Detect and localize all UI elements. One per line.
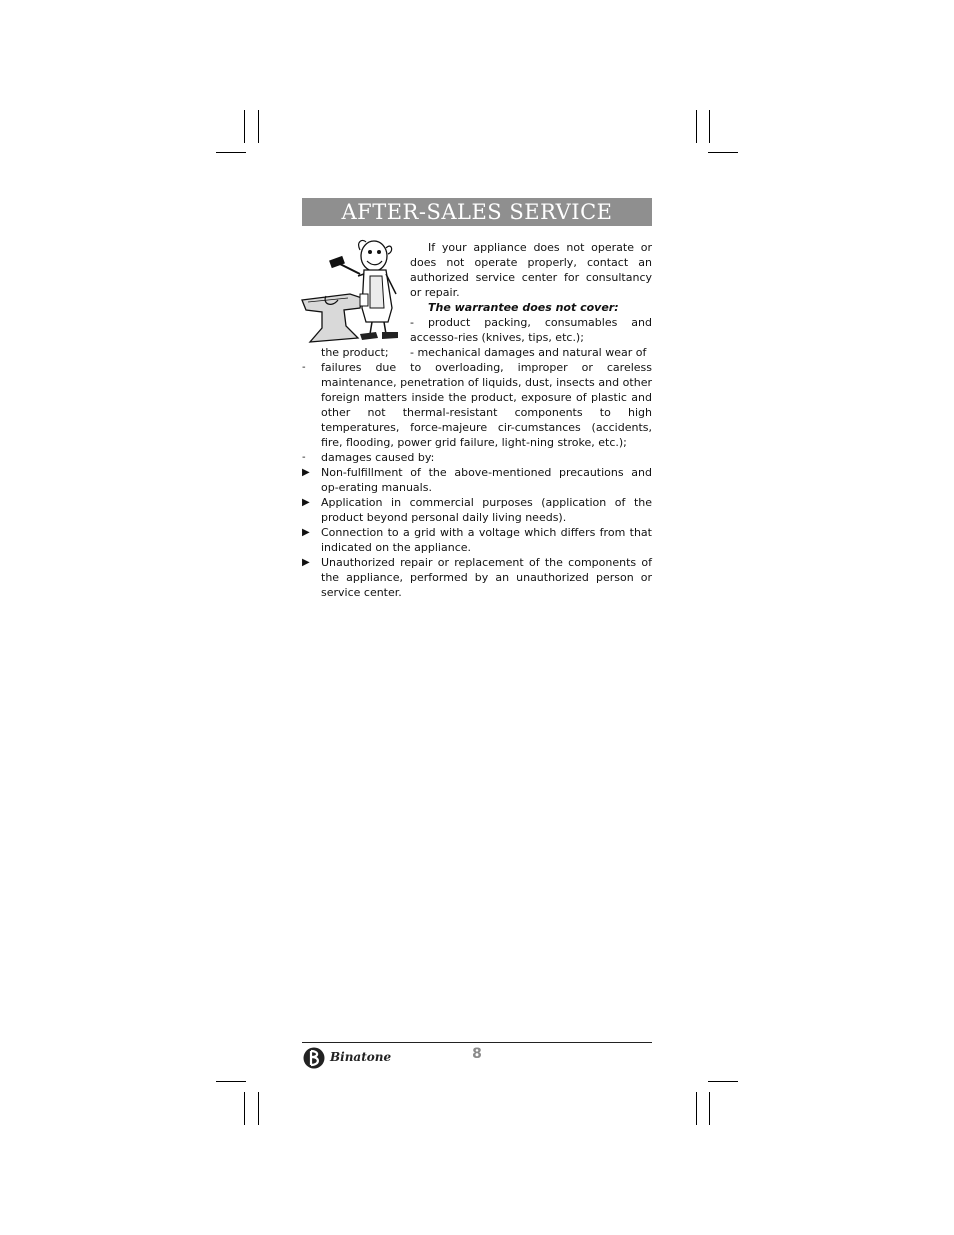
exclusion-item: - product packing, consumables and accesso-ries (knives, tips, etc.); (410, 316, 652, 344)
crop-mark (709, 110, 710, 143)
list-item: ▶ Unauthorized repair or replacement of the components of the appliance, performed by an unauthorized person or service center. (302, 556, 652, 599)
crop-mark (258, 110, 259, 143)
arrow-bullet-icon: ▶ (302, 557, 310, 568)
list-item: ▶ Non-fulfillment of the above-mentioned precautions and op-erating manuals. (302, 466, 652, 494)
exclusion-item: - mechanical damages and natural wear of (410, 346, 647, 359)
dash-marker: - (302, 452, 306, 463)
arrow-bullet-icon: ▶ (302, 497, 310, 508)
crop-mark (216, 1081, 246, 1082)
intro-paragraph: If your appliance does not operate or does not operate properly, contact an authorized service center for consultancy or repair. (410, 241, 652, 299)
crop-mark (216, 152, 246, 153)
crop-mark (709, 1092, 710, 1125)
arrow-bullet-icon: ▶ (302, 467, 310, 478)
crop-mark (708, 152, 738, 153)
list-item: - damages caused by: (302, 451, 435, 464)
dash-marker: - (302, 362, 306, 373)
repairman-illustration (300, 238, 410, 346)
brand-name: Binatone (330, 1050, 392, 1064)
page-title: AFTER-SALES SERVICE (302, 198, 652, 226)
crop-mark (708, 1081, 738, 1082)
exclusions-heading: The warrantee does not cover: (428, 301, 619, 314)
crop-mark (244, 1092, 245, 1125)
crop-mark (244, 110, 245, 143)
exclusion-item-continuation: the product; (321, 346, 389, 359)
list-item: - failures due to overloading, improper or careless maintenance, penetration of liquids, dust, insects and other foreign matters inside the product, exposure of plastic and other not thermal-resistant components to high temperatures, force-majeure cir-cumstances (accidents, fire, flooding, power grid failure, light-ning stroke, etc.); (302, 361, 652, 449)
list-item: ▶ Application in commercial purposes (application of the product beyond personal daily living needs). (302, 496, 652, 524)
intro-column (410, 240, 652, 360)
list-item: ▶ Connection to a grid with a voltage which differs from that indicated on the appliance. (302, 526, 652, 554)
page-number: 8 (472, 1046, 482, 1062)
exclusions-list (302, 345, 652, 600)
footer-divider (302, 1042, 652, 1043)
crop-mark (258, 1092, 259, 1125)
crop-mark (696, 1092, 697, 1125)
arrow-bullet-icon: ▶ (302, 527, 310, 538)
crop-mark (696, 110, 697, 143)
